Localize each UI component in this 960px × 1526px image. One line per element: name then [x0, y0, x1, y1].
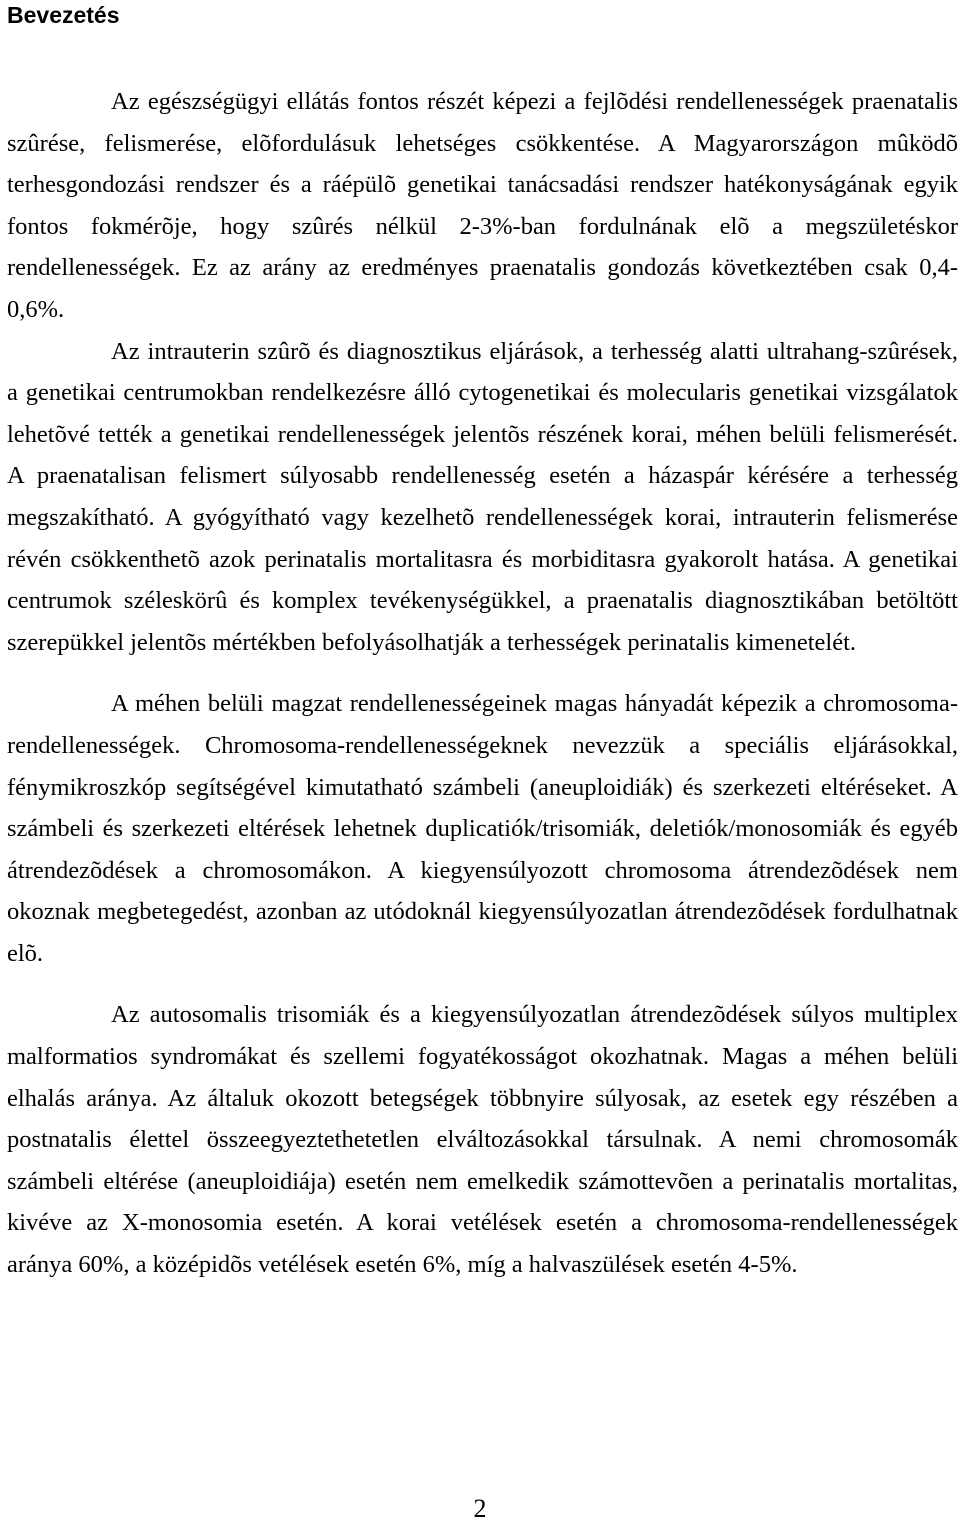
paragraph-intrauterin: Az intrauterin szûrõ és diagnosztikus eljárások, a terhesség alatti ultrahang-szûrések, a genetikai centrumokban rendelkezésre álló cytogenetikai és molecularis genetikai vizsgálatok lehetõvé tették a genetikai rendellenességek jelentõs részének korai, méhen belüli felismerését. A praenatalisan felismert súlyosabb rendellenesség esetén a házaspár kérésére a terhesség megszakítható. A gyógyítható vagy kezelhetõ rendellenességek korai, intrauterin felismerése révén csökkenthetõ azok perinatalis mortalitasra és morbiditasra gyakorolt hatása. A genetikai centrumok széleskörû és komplex tevékenységükkel, a praenatalis diagnosztikában betöltött szerepükkel jelentõs mértékben befolyásolhatják a terhességek perinatalis kimenetelét.	[7, 337, 958, 656]
paragraph-intro: Az egészségügyi ellátás fontos részét képezi a fejlõdési rendellenességek praenatalis szûrése, felismerése, elõfordulásuk lehetséges csökkentése. A Magyarországon mûködõ terhesgondozási rendszer és a ráépülõ genetikai tanácsadási rendszer hatékonyságának egyik fontos fokmérõje, hogy szûrés nélkül 2-3%-ban fordulnának elõ a megszületéskor rendellenességek. Ez az arány az eredményes praenatalis gondozás következtében csak 0,4-0,6%.	[7, 88, 958, 323]
paragraph-chromosoma: A méhen belüli magzat rendellenességeinek magas hányadát képezik a chromosoma-rendellenességek. Chromosoma-rendellenességeknek nevezzük a speciális eljárásokkal, fénymikroszkóp segítségével kimutatható számbeli (aneuploidiák) és szerkezeti eltéréseket. A számbeli és szerkezeti eltérések lehetnek duplicatiók/trisomiák, deletiók/monosomiák és egyéb átrendezõdések a chromosomákon. A kiegyensúlyozott chromosoma átrendezõdések nem okoznak megbetegedést, azonban az utódoknál kiegyensúlyozatlan átrendezõdések fordulhatnak elõ.	[7, 690, 958, 967]
paragraph-autosomalis: Az autosomalis trisomiák és a kiegyensúlyozatlan átrendezõdések súlyos multiplex malformatios syndromákat és szellemi fogyatékosságot okozhatnak. Magas a méhen belüli elhalás aránya. Az általuk okozott betegségek többnyire súlyosak, az esetek egy részében a postnatalis élettel összeegyeztethetetlen elváltozásokkal társulnak. A nemi chromosomák számbeli eltérése (aneuploidiája) esetén nem emelkedik számottevõen a perinatalis mortalitas, kivéve az X-monosomia esetén. A korai vetélések esetén a chromosoma-rendellenességek aránya 60%, a középidõs vetélések esetén 6%, míg a halvaszülések esetén 4-5%.	[7, 1001, 958, 1279]
body-text	[7, 81, 958, 1286]
document-page	[7, 0, 958, 1286]
page-number: 2	[473, 1494, 487, 1523]
section-heading: Bevezetés	[7, 2, 120, 28]
